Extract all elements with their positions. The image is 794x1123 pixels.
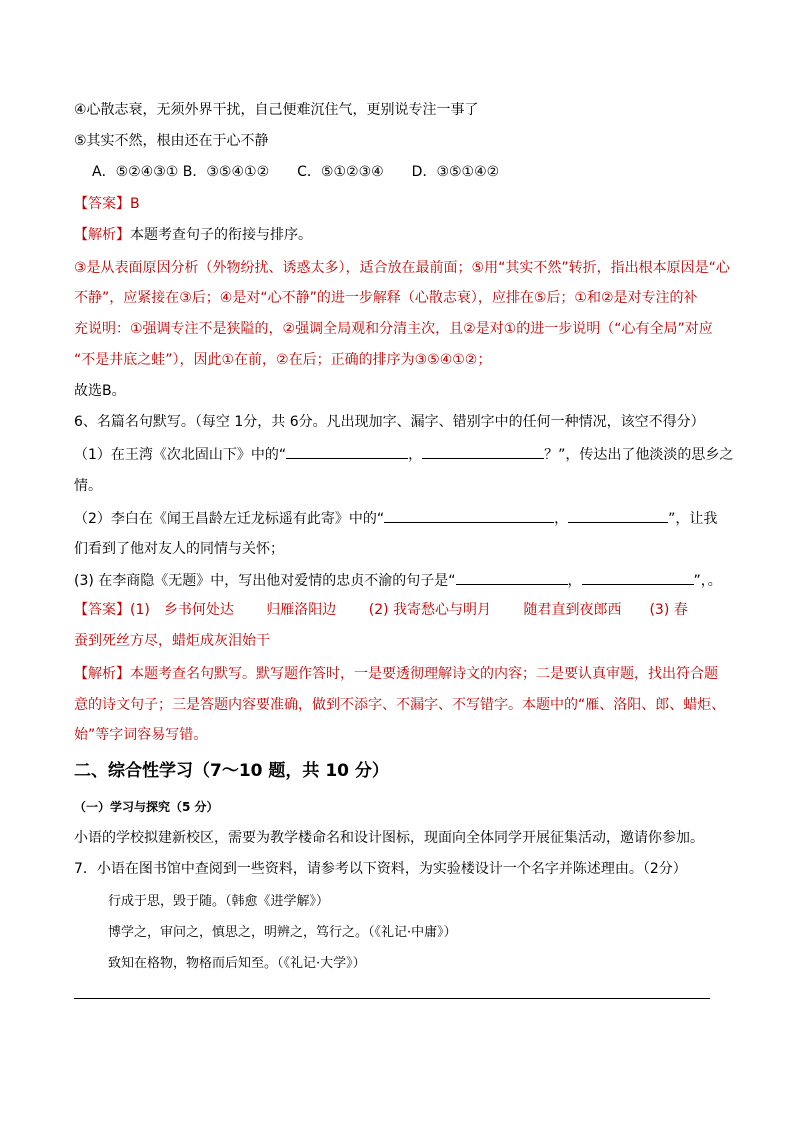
question-6-3 <box>74 570 722 591</box>
quote-2: 博学之，审问之，慎思之，明辨之，笃行之。（《礼记·中庸》） <box>108 925 457 940</box>
fill-blank[interactable] <box>568 508 668 523</box>
intro-text: 小语的学校拟建新校区，需要为教学楼命名和设计图标，现面向全体同学开展征集活动，邀请你参加。 <box>74 830 704 846</box>
answer-1 <box>74 194 140 214</box>
fill-blank[interactable] <box>384 508 554 523</box>
option-line-4: ④心散志衰，无须外界干扰，自己便难沉住气，更别说专注一事了 <box>74 102 479 118</box>
fill-blank[interactable] <box>456 570 568 585</box>
q6-1-comma: ， <box>408 447 423 463</box>
q6-2-comma: ， <box>554 511 569 527</box>
q6-2-suffix: ”，让我 <box>668 511 718 527</box>
quote-1: 行成于思，毁于随。（韩愈《进学解》） <box>108 894 330 909</box>
q6-3-prefix: (3) 在李商隐《无题》中，写出他对爱情的忠贞不渝的句子是“ <box>74 573 456 589</box>
explanation-text: 本题考查名句默写。默写题作答时，一是要透彻理解诗文的内容；二是要认真审题，找出符合题 <box>130 666 718 682</box>
question-7: 7．小语在图书馆中查阅到一些资料，请参考以下资料，为实验楼设计一个名字并陈述理由。（2分） <box>74 861 687 877</box>
q6-1-suffix: ？”，传达出了他淡淡的思乡之 <box>544 447 734 463</box>
question-6-2-cont: 们看到了他对友人的同情与关怀； <box>74 541 284 557</box>
explanation-2 <box>74 664 718 684</box>
explanation-1-line-3: 不静”，应紧接在③后；④是对“心不静”的进一步解释（心散志衰），应排在⑤后；①和②是对专注的补 <box>74 290 698 306</box>
answer-line[interactable] <box>74 998 710 999</box>
answer-2 <box>74 600 688 620</box>
explanation-1-line-6: 故选B。 <box>74 383 126 399</box>
q6-3-comma: ， <box>567 573 582 589</box>
answer-choices: A．⑤②④③① B．③⑤④①② C．⑤①②③④ D．③⑤①④② <box>92 164 500 180</box>
option-line-5: ⑤其实不然，根由还在于心不静 <box>74 133 269 149</box>
explanation-1-line-4: 充说明：①强调专注不是狭隘的，②强调全局观和分清主次，且②是对①的进一步说明（“心有全局”对应 <box>74 321 713 337</box>
explanation-2-line-3: 始”等字词容易写错。 <box>74 727 208 743</box>
explanation-1 <box>74 225 312 245</box>
explanation-tag: 【解析】 <box>74 227 130 243</box>
q6-3-suffix: ”，。 <box>693 573 722 589</box>
answer-tag: 【答案】 <box>74 602 130 618</box>
question-6-1-cont: 情。 <box>74 478 102 494</box>
explanation-1-line-5: “不是井底之蛙”），因此①在前，②在后；正确的排序为③⑤④①②； <box>74 352 492 368</box>
section-title: 二、综合性学习（7～10 题，共 10 分） <box>74 761 389 781</box>
answer-value: (1) 乡书何处达 归雁洛阳边 (2) 我寄愁心与明月 随君直到夜郎西 (3) 春 <box>130 602 688 618</box>
explanation-1-line-2: ③是从表面原因分析（外物纷扰、诱惑太多），适合放在最前面；⑤用“其实不然”转折，指出根本原因是“心 <box>74 260 730 276</box>
answer-tag: 【答案】 <box>74 196 130 212</box>
question-6-2 <box>74 508 717 529</box>
answer-value: B <box>130 196 140 212</box>
q6-2-prefix: （2）李白在《闻王昌龄左迁龙标遥有此寄》中的“ <box>74 511 385 527</box>
question-6-1 <box>74 444 733 465</box>
fill-blank[interactable] <box>286 444 408 459</box>
fill-blank[interactable] <box>582 570 694 585</box>
explanation-2-line-2: 意的诗文句子；三是答题内容要准确，做到不添字、不漏字、不写错字。本题中的“雁、洛阳、郎、蜡炬、 <box>74 697 726 713</box>
subsection-title: （一）学习与探究（5 分） <box>74 800 219 814</box>
explanation-text: 本题考查句子的衔接与排序。 <box>130 227 312 243</box>
question-6: 6、名篇名句默写。（每空 1分，共 6分。凡出现加字、漏字、错别字中的任何一种情况，该空不得分） <box>74 414 705 430</box>
fill-blank[interactable] <box>422 444 544 459</box>
quote-3: 致知在格物，物格而后知至。（《礼记·大学》） <box>108 956 366 971</box>
explanation-tag: 【解析】 <box>74 666 130 682</box>
q6-1-prefix: （1）在王湾《次北固山下》中的“ <box>74 447 287 463</box>
answer-2-line-2: 蚕到死丝方尽，蜡炬成灰泪始干 <box>74 633 270 649</box>
